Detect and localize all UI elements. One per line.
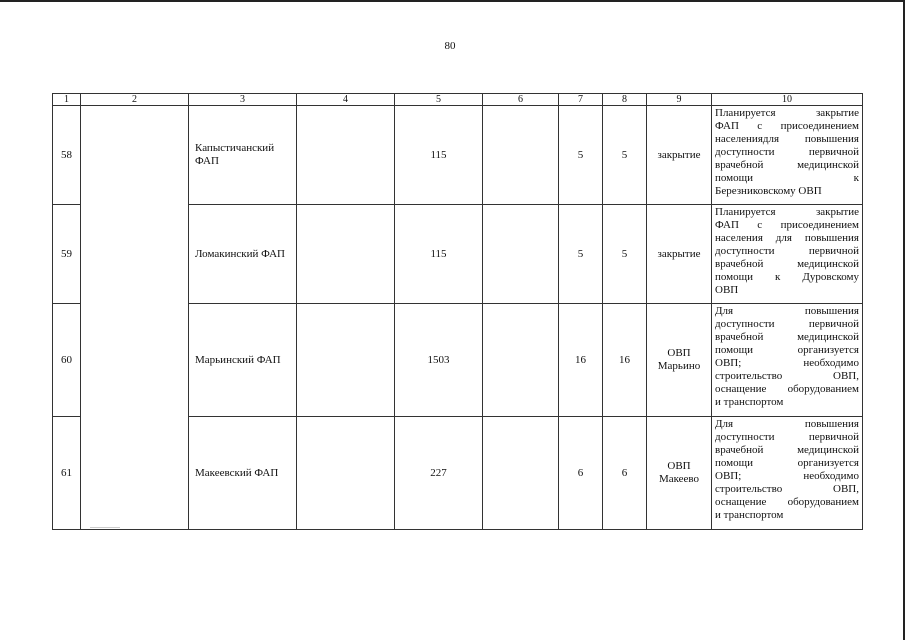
note-line: доступности первичной xyxy=(715,245,859,257)
empty-cell xyxy=(297,205,395,304)
action-value: закрытие xyxy=(647,106,712,205)
note-line: ОВП; необходимо xyxy=(715,470,859,482)
action-value: закрытие xyxy=(647,205,712,304)
note-line: ОВП xyxy=(715,284,739,296)
note-line: оснащение оборудованием xyxy=(715,383,859,395)
facility-name: Ломакинский ФАП xyxy=(189,205,297,304)
population-value: 115 xyxy=(395,106,483,205)
header-cell: 9 xyxy=(647,94,712,106)
note-line: оснащение оборудованием xyxy=(715,496,859,508)
note-line: врачебной медицинской xyxy=(715,159,859,171)
empty-cell xyxy=(483,106,559,205)
note-cell xyxy=(712,304,863,417)
note-line: помощи организуется xyxy=(715,457,859,469)
row-number: 60 xyxy=(53,304,81,417)
header-cell: 5 xyxy=(395,94,483,106)
header-cell: 7 xyxy=(559,94,603,106)
merged-empty-cell xyxy=(81,106,189,530)
facility-name: Капыстичанский ФАП xyxy=(189,106,297,205)
note-line: врачебной медицинской xyxy=(715,331,859,343)
note-line: Планируется закрытие xyxy=(715,107,859,119)
note-line: и транспортом xyxy=(715,509,784,521)
note-line: Планируется закрытие xyxy=(715,206,859,218)
header-cell: 2 xyxy=(81,94,189,106)
header-cell: 1 xyxy=(53,94,81,106)
row-number: 59 xyxy=(53,205,81,304)
note-line: врачебной медицинской xyxy=(715,258,859,270)
col8-value: 5 xyxy=(603,205,647,304)
note-line: помощи к xyxy=(715,172,859,184)
note-line: населениядля повышения xyxy=(715,133,859,145)
note-line: Для повышения xyxy=(715,418,859,430)
col7-value: 5 xyxy=(559,205,603,304)
note-line: помощи к Дуровскому xyxy=(715,271,859,283)
note-cell xyxy=(712,417,863,530)
note-line: доступности первичной xyxy=(715,431,859,443)
facility-name: Макеевский ФАП xyxy=(189,417,297,530)
page-number: 80 xyxy=(444,40,456,52)
note-line: Березниковскому ОВП xyxy=(715,185,822,197)
note-cell xyxy=(712,205,863,304)
facilities-table xyxy=(52,93,863,530)
facility-name: Марьинский ФАП xyxy=(189,304,297,417)
note-line: врачебной медицинской xyxy=(715,444,859,456)
col8-value: 16 xyxy=(603,304,647,417)
row-number: 58 xyxy=(53,106,81,205)
note-cell xyxy=(712,106,863,205)
table-row xyxy=(53,106,863,205)
col7-value: 6 xyxy=(559,417,603,530)
header-cell: 10 xyxy=(712,94,863,106)
empty-cell xyxy=(297,417,395,530)
note-line: населения для повышения xyxy=(715,232,859,244)
note-line: строительство ОВП, xyxy=(715,483,859,495)
col8-value: 5 xyxy=(603,106,647,205)
population-value: 115 xyxy=(395,205,483,304)
page-border-top xyxy=(0,0,905,2)
col7-value: 16 xyxy=(559,304,603,417)
action-value: ОВП Марьино xyxy=(647,304,712,417)
note-line: помощи организуется xyxy=(715,344,859,356)
population-value: 227 xyxy=(395,417,483,530)
action-value: ОВП Макеево xyxy=(647,417,712,530)
note-line: доступности первичной xyxy=(715,146,859,158)
header-cell: 8 xyxy=(603,94,647,106)
population-value: 1503 xyxy=(395,304,483,417)
note-line: Для повышения xyxy=(715,305,859,317)
empty-cell xyxy=(483,304,559,417)
note-line: ОВП; необходимо xyxy=(715,357,859,369)
empty-cell xyxy=(297,304,395,417)
row-number: 61 xyxy=(53,417,81,530)
empty-cell xyxy=(297,106,395,205)
note-line: строительство ОВП, xyxy=(715,370,859,382)
col7-value: 5 xyxy=(559,106,603,205)
scan-artifact-line xyxy=(90,527,120,528)
table-header-row xyxy=(53,94,863,106)
empty-cell xyxy=(483,417,559,530)
note-line: доступности первичной xyxy=(715,318,859,330)
note-line: ФАП с присоединением xyxy=(715,120,859,132)
header-cell: 6 xyxy=(483,94,559,106)
header-cell: 3 xyxy=(189,94,297,106)
note-line: ФАП с присоединением xyxy=(715,219,859,231)
note-line: и транспортом xyxy=(715,396,784,408)
col8-value: 6 xyxy=(603,417,647,530)
header-cell: 4 xyxy=(297,94,395,106)
empty-cell xyxy=(483,205,559,304)
